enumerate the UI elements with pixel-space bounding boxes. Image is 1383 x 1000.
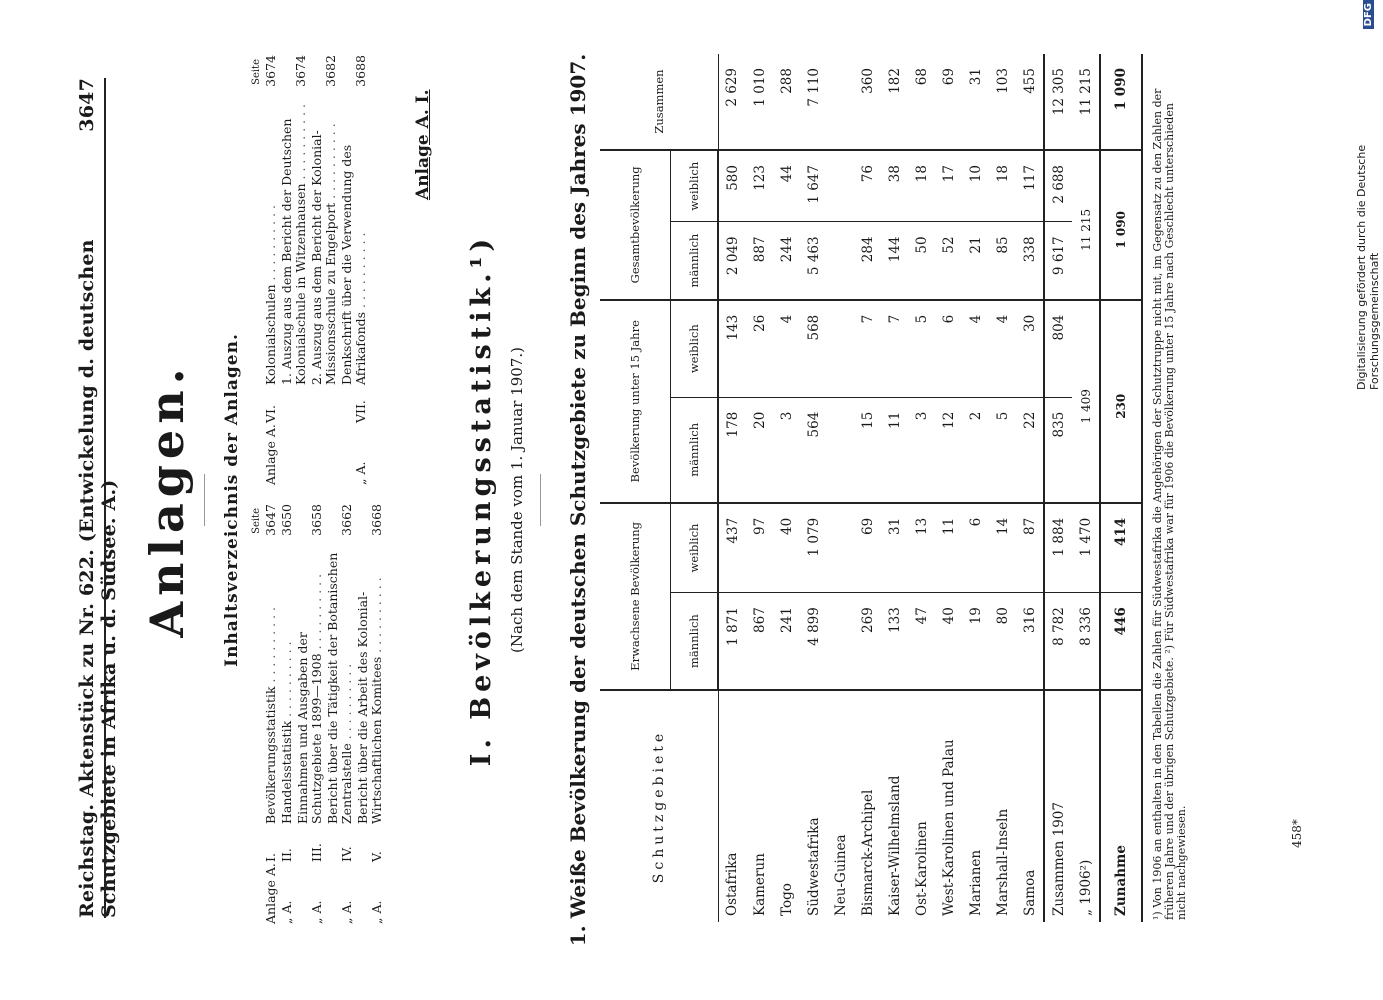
cell-value: 2 [962,397,989,503]
cell-value: 76 [854,150,881,222]
toc-text: Bevölkerungsstatistik . . . [264,544,278,824]
cell-value: 360 [854,54,881,150]
digitization-text: Digitalisierung gefördert durch die Deutsche Forschungsgemeinschaft [1355,144,1381,390]
cell-value: 31 [881,503,908,593]
toc-text: 1. Auszug aus dem Bericht der Deutschen Kolonialschule in Witzenhausen . . . [280,95,308,385]
toc-prefix: „ A. [279,900,294,924]
cell-value: 1 090 [1100,54,1142,150]
table-row [1016,54,1044,922]
cell-value [827,503,854,593]
toc-right-column [250,55,370,485]
cell-value: 564 [800,397,827,503]
row-name: Bismarck-Archipel [854,690,881,922]
cell-value: 7 110 [800,54,827,150]
toc-prefix: Anlage A. [263,863,278,924]
cell-value: 12 [935,397,962,503]
row-name: Kamerun [746,690,773,922]
cell-value: 1 409 [1072,300,1100,503]
row-name: Marianen [962,690,989,922]
row-name: West-Karolinen und Palau [935,690,962,922]
cell-value: 3 [908,397,935,503]
toc-text: Bericht über die Arbeit des Kolonial-Wirtschaftlichen Komitees . . . [356,544,384,824]
row-name: Togo [773,690,800,922]
cell-value: 47 [913,607,930,625]
table-row [746,54,773,922]
cell-value: 1 470 [1072,503,1100,593]
cell-value: 4 [773,300,800,397]
cell-value: 85 [989,222,1016,300]
cell-value [827,397,854,503]
cell-value: 38 [881,150,908,222]
running-header [76,78,120,918]
cell-value: 284 [854,222,881,300]
cell-value: 3 [773,397,800,503]
cell-value: 6 [962,503,989,593]
sub-weiblich: weiblich [671,503,719,593]
cell-value: 2 049 [718,222,746,300]
divider [204,474,205,526]
cell-value: 5 [908,300,935,397]
toc-prefix: „ A. [353,461,368,485]
toc-text: Denkschrift über die Verwendung des Afrikafonds . . . [340,95,368,385]
cell-value: 11 215 [1072,54,1100,150]
table-row [962,54,989,922]
cell-value: 133 [886,607,903,633]
table-row [935,54,962,922]
cell-value: 835 [1044,397,1072,503]
cell-value: 20 [746,397,773,503]
cell-value: 2 688 [1044,150,1072,222]
cell-value: 30 [1016,300,1044,397]
toc-entry [280,504,294,924]
cell-value: 18 [908,150,935,222]
cell-value: 446 [1100,593,1142,690]
cell-value: 68 [908,54,935,150]
header-page-number: 3647 [76,78,98,132]
cell-value: 40 [773,503,800,593]
cell-value: 10 [962,150,989,222]
cell-value: 867 [751,607,768,633]
cell-value: 19 [967,607,984,625]
toc-text: Einnahmen und Ausgaben der Schutzgebiete 1899—1908 . . . [296,544,324,824]
toc-entry [296,504,324,924]
cell-value: 15 [854,397,881,503]
toc-page: 3658 [309,504,324,536]
population-table [600,54,1143,922]
cell-value: 244 [773,222,800,300]
row-name: Marshall-Inseln [989,690,1016,922]
toc-title: Inhaltsverzeichnis der Anlagen. [222,333,242,667]
cell-value: 11 [881,397,908,503]
cell-value: 11 215 [1072,150,1100,300]
cell-value: 40 [940,607,957,625]
table-title: 1. Weiße Bevölkerung der deutschen Schutzgebiete zu Beginn des Jahres 1907. [566,53,590,947]
cell-value [827,593,854,690]
cell-value: 52 [935,222,962,300]
cell-value: 414 [1100,503,1142,593]
table-row [1100,54,1142,922]
divider [540,474,541,526]
cell-value: 50 [908,222,935,300]
sub-weiblich: weiblich [671,150,719,222]
cell-value: 97 [746,503,773,593]
col-zusammen: Zusammen [600,54,718,150]
toc-seite-label: Seite [251,59,262,85]
cell-value: 804 [1044,300,1072,397]
cell-value: 22 [1016,397,1044,503]
toc-seite-label: Seite [251,508,262,534]
cell-value: 316 [1021,607,1038,633]
cell-value [827,150,854,222]
cell-value: 230 [1100,300,1142,503]
cell-value: 26 [746,300,773,397]
row-name: Zusammen 1907 [1044,690,1072,922]
col-schutzgebiete: Schutzgebiete [600,690,718,922]
toc-prefix: „ A. [369,900,384,924]
cell-value: 11 [935,503,962,593]
cell-value: 143 [718,300,746,397]
cell-value: 117 [1016,150,1044,222]
row-name: Zunahme [1100,690,1142,922]
toc-entry [310,55,338,485]
cell-value: 1 010 [746,54,773,150]
toc-number: V. [369,851,384,862]
cell-value: 4 [962,300,989,397]
table-row [800,54,827,922]
toc-number: IV. [339,846,354,862]
toc-text: 2. Auszug aus dem Bericht der Kolonial-Missionsschule zu Engelport . . . [310,95,338,385]
toc-page: 3674 [293,55,308,87]
sub-maennlich: männlich [671,593,719,690]
row-name: Ost-Karolinen [908,690,935,922]
row-name: Südwestafrika [800,690,827,922]
toc-number: VII. [353,400,368,423]
toc-page: 3662 [339,504,354,536]
toc-entry [264,504,278,924]
footnote-text: ¹) Von 1906 an enthalten in den Tabellen die Zahlen für Südwestafrika die Angehörigen der Schutztruppe nicht mit, im Gegensatz zu den Zahlen der früheren Jahre und der übrigen Schutzgebiete. ²) Für Südwestafrika war für 1906 die Bevölkerung unter 15 Jahre nach Geschlecht unterschieden nicht nachgewiesen. [1151,88,1188,920]
table-row [854,54,881,922]
cell-value: 144 [881,222,908,300]
header-rule [104,78,106,918]
cell-value: 5 [989,397,1016,503]
toc-number: I. [263,853,278,862]
toc-number: III. [309,843,324,862]
toc-prefix: „ A. [339,900,354,924]
toc-entry [356,504,384,924]
cell-value: 18 [989,150,1016,222]
cell-value: 1 647 [800,150,827,222]
toc-page: 3674 [263,55,278,87]
cell-value: 5 463 [800,222,827,300]
cell-value [827,300,854,397]
cell-value: 6 [935,300,962,397]
toc-page: 3688 [353,55,368,87]
toc-entry [264,55,278,485]
cell-value: 9 617 [1044,222,1072,300]
toc-page: 3647 [263,504,278,536]
anlage-label: Anlage A. I. [413,89,433,200]
toc-entry [326,504,354,924]
cell-value: 123 [746,150,773,222]
sub-maennlich: männlich [671,397,719,503]
header-text: Reichstag. Aktenstück zu Nr. 622. (Entwickelung d. deutschen Schutzgebiete in Afrika u. d. Südsee. A.) [76,239,120,918]
cell-value: 338 [1016,222,1044,300]
toc-text: Bericht über die Tätigkeit der Botanischen Zentralstelle . . . [326,544,354,824]
row-name: Kaiser-Wilhelmsland [881,690,908,922]
table-row [773,54,800,922]
table-row [718,54,746,922]
cell-value: 4 899 [805,607,822,646]
cell-value: 437 [718,503,746,593]
group-unter15: Bevölkerung unter 15 Jahre [600,300,671,503]
row-name: Neu-Guinea [827,690,854,922]
cell-value: 455 [1016,54,1044,150]
cell-value: 241 [778,607,795,633]
table-row [989,54,1016,922]
toc-page: 3668 [369,504,384,536]
cell-value: 21 [962,222,989,300]
cell-value: 13 [908,503,935,593]
table-row [908,54,935,922]
cell-value: 887 [746,222,773,300]
toc-text: Kolonialschulen . . . [264,95,278,385]
toc-entry [340,55,368,485]
cell-value: 269 [859,607,876,633]
cell-value: 4 [989,300,1016,397]
cell-value: 12 305 [1044,54,1072,150]
cell-value: 580 [718,150,746,222]
toc-prefix: „ A. [309,900,324,924]
toc-number: VI. [263,405,278,423]
cell-value: 1 090 [1100,150,1142,300]
cell-value: 14 [989,503,1016,593]
cell-value: 69 [854,503,881,593]
sub-maennlich: männlich [671,222,719,300]
table-row [1072,54,1100,922]
digitization-note [1355,0,1381,390]
cell-value: 8 782 [1044,593,1072,690]
cell-value: 288 [773,54,800,150]
main-title: Anlagen. [140,362,194,638]
table-row [881,54,908,922]
cell-value [827,222,854,300]
toc-page: 3650 [279,504,294,536]
footnotes [1152,80,1188,920]
page-mark: 458* [1290,819,1304,848]
cell-value: 44 [773,150,800,222]
cell-value: 182 [881,54,908,150]
cell-value: 7 [881,300,908,397]
toc-page: 3682 [323,55,338,87]
row-name: Ostafrika [718,690,746,922]
dfg-logo: DFG [1363,0,1374,29]
cell-value: 1 884 [1044,503,1072,593]
cell-value: 17 [935,150,962,222]
cell-value: 1 871 [724,607,741,646]
cell-value: 80 [994,607,1011,625]
section-subtitle: (Nach dem Stande vom 1. Januar 1907.) [508,347,526,653]
cell-value: 8 336 [1077,607,1094,646]
toc-left-column [250,504,386,924]
table-row [1044,54,1072,922]
row-name: „ 1906²) [1072,690,1100,922]
cell-value: 568 [800,300,827,397]
table-row [827,54,854,922]
cell-value: 103 [989,54,1016,150]
cell-value: 178 [718,397,746,503]
toc-text: Handelsstatistik . . . [280,544,294,824]
toc-number: II. [279,848,294,862]
toc-prefix: Anlage A. [263,424,278,485]
sub-weiblich: weiblich [671,300,719,397]
cell-value: 1 079 [800,503,827,593]
row-name: Samoa [1016,690,1044,922]
cell-value [827,54,854,150]
cell-value: 69 [935,54,962,150]
cell-value: 31 [962,54,989,150]
cell-value: 87 [1016,503,1044,593]
group-erwachsene: Erwachsene Bevölkerung [600,503,671,690]
cell-value: 2 629 [718,54,746,150]
cell-value: 7 [854,300,881,397]
toc-entry [280,55,308,485]
section-title: I. Bevölkerungsstatistik.¹) [466,233,497,767]
group-gesamt: Gesamtbevölkerung [600,150,671,300]
